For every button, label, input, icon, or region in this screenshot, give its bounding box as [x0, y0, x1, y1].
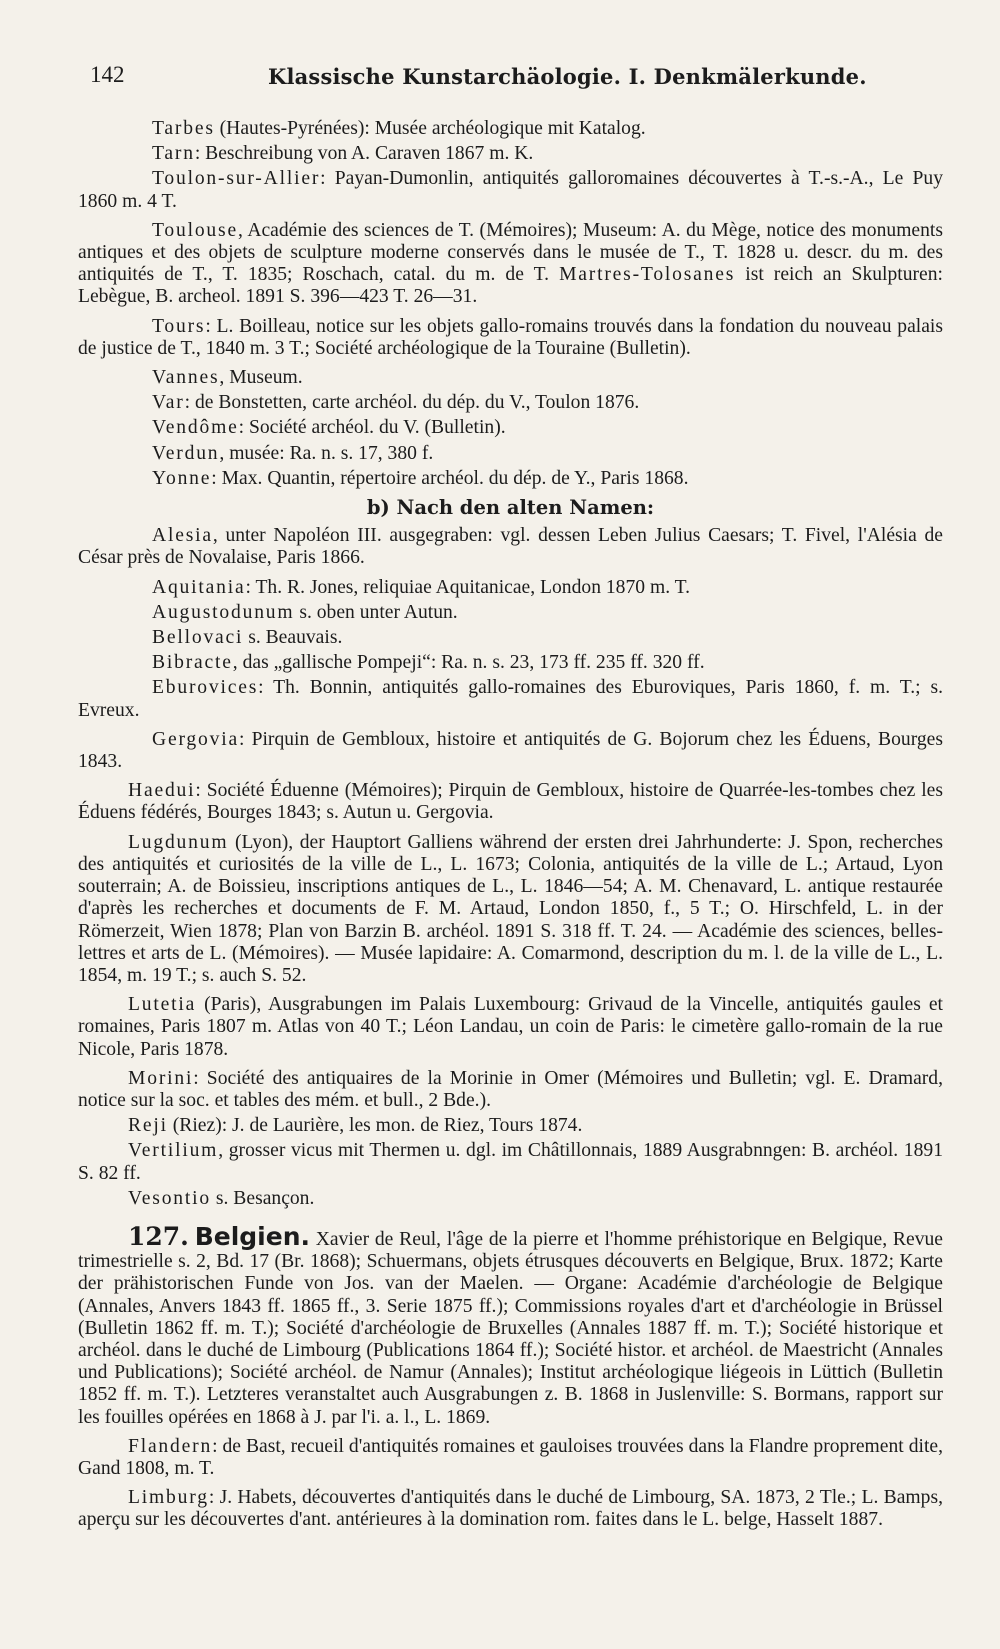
entry-toulouse: Toulouse, Académie des sciences de T. (Mémoires); Museum: A. du Mège, notice des monuments antiques et des objets de sculpture moderne conservés dans le musée de T., T. 1828 u. descr. du m. des antiquités de T., T. 1835; Roschach, catal. du m. de T. Martres-Tolosanes ist reich an Skulpturen: Lebègue, B. archeol. 1891 S. 396—423 T. 26—31.	[78, 219, 943, 308]
entry-flandern: Flandern: de Bast, recueil d'antiquités romaines et gauloises trouvées dans la Flandre proprement dite, Gand 1808, m. T.	[78, 1435, 943, 1479]
entry-tarbes: Tarbes (Hautes-Pyrénées): Musée archéologique mit Katalog.	[152, 118, 646, 139]
entry-tours: Tours: L. Boilleau, notice sur les objets gallo-romains trouvés dans la fondation du nouveau palais de justice de T., 1840 m. 3 T.; Société archéologique de la Touraine (Bulletin).	[78, 315, 943, 359]
subheading: b) Nach den alten Namen:	[366, 496, 655, 520]
section-belgien: 127. Belgien. Xavier de Reul, l'âge de la pierre et l'homme préhistorique en Belgique, Revue trimestrielle s. 2, Bd. 17 (Br. 1868); Schuermans, objets étrusques découverts en Belgique, Brux. 1872; Karte der prähistorischen Funde von Jos. van der Maelen. — Organe: Académie d'archéologie de Belgique (Annales, Anvers 1843 ff. 1865 ff., 3. Serie 1875 ff.); Commissions royales d'art et d'archéologie in Brüssel (Bulletin 1862 ff. m. T.); Société d'archéologie de Bruxelles (Annales 1887 ff. m. T.); Société historique et archéol. dans le duché de Limbourg (Publications 1864 ff.); Société histor. et archéol. de Maestricht (Annales und Publications); Société archéol. de Namur (Annales); Institut archéologique liégeois in Lüttich (Bulletin 1852 ff. m. T.). Letzteres veranstaltet auch Ausgrabungen z. B. 1868 in Juslenville: S. Bormans, rapport sur les fouilles opérées en 1868 à J. par l'i. a. l., L. 1869.	[78, 1221, 943, 1428]
page-header	[90, 62, 950, 102]
entry-vendome: Vendôme: Société archéol. du V. (Bulletin).	[152, 417, 506, 439]
entry-bibracte: Bibracte, das „gallische Pompeji“: Ra. n. s. 23, 173 ff. 235 ff. 320 ff.	[152, 652, 705, 674]
section-title: Belgien.	[194, 1221, 310, 1251]
text-body	[78, 118, 943, 1539]
entry-verdun: Verdun, musée: Ra. n. s. 17, 380 f.	[152, 442, 434, 464]
entry-gergovia: Gergovia: Pirquin de Gembloux, histoire et antiquités de G. Bojorum chez les Éduens, Bourges 1843.	[78, 728, 943, 773]
entry-augustodunum: Augustodunum s. oben unter Autun.	[152, 601, 458, 623]
running-title: Klassische Kunstarchäologie. I. Denkmälerkunde.	[268, 64, 867, 89]
entry-limburg: Limburg: J. Habets, découvertes d'antiquités dans le duché de Limbourg, SA. 1873, 2 Tle.; L. Bamps, aperçu sur les découvertes d'ant. antérieures à la domination rom. faites dans le L. belge, Hasselt 1887.	[78, 1487, 943, 1531]
entry-eburovices: Eburovices: Th. Bonnin, antiquités gallo-romaines des Eburoviques, Paris 1860, f. m. T.; s. Evreux.	[78, 677, 943, 721]
entry-aquitania: Aquitania: Th. R. Jones, reliquiae Aquitanicae, London 1870 m. T.	[152, 576, 691, 598]
entry-lugdunum: Lugdunum (Lyon), der Hauptort Galliens während der ersten drei Jahrhunderte: J. Spon, recherches des antiquités et curiosités de la ville de L., L. 1673; Colonia, antiquités de la ville de L.; Artaud, Lyon souterrain; A. de Boissieu, inscriptions antiques de L., L. 1846—54; A. M. Chenavard, L. antique restaurée d'après les recherches et documents de F. M. Artaud, London 1850, f., 5 T.; O. Hirschfeld, L. in der Römerzeit, Wien 1878; Plan von Barzin B. archéol. 1891 S. 318 ff. T. 24. — Académie des sciences, belles-lettres et arts de L. (Mémoires). — Musée lapidaire: A. Comarmond, description du m. l. de la ville de L., L. 1854, m. 19 T.; s. auch S. 52.	[78, 831, 943, 986]
entry-vannes: Vannes, Museum.	[152, 367, 303, 389]
entry-morini: Morini: Société des antiquaires de la Morinie in Omer (Mémoires und Bulletin; vgl. E. Dramard, notice sur la soc. et tables des mém. et bull., 2 Bde.).	[78, 1067, 943, 1111]
entry-lutetia: Lutetia (Paris), Ausgrabungen im Palais Luxembourg: Grivaud de la Vincelle, antiquités gaules et romaines, Paris 1807 m. Atlas von 40 T.; Léon Landau, un coin de Paris: le cimetère gallo-romain de la rue Nicole, Paris 1878.	[78, 994, 943, 1060]
entry-tarn: Tarn: Beschreibung von A. Caraven 1867 m. K.	[152, 143, 534, 165]
entry-reji: Reji (Riez): J. de Laurière, les mon. de Riez, Tours 1874.	[128, 1115, 583, 1137]
entry-vertilium: Vertilium, grosser vicus mit Thermen u. dgl. im Châtillonnais, 1889 Ausgrabnngen: B. archéol. 1891 S. 82 ff.	[78, 1140, 943, 1184]
entry-haedui: Haedui: Société Éduenne (Mémoires); Pirquin de Gembloux, histoire de Quarrée-les-tombes chez les Éduens fédérés, Bourges 1843; s. Autun u. Gergovia.	[78, 780, 943, 824]
entry-yonne: Yonne: Max. Quantin, répertoire archéol. du dép. de Y., Paris 1868.	[152, 467, 689, 489]
entry-vesontio: Vesontio s. Besançon.	[128, 1187, 315, 1209]
entry-var: Var: de Bonstetten, carte archéol. du dép. du V., Toulon 1876.	[152, 392, 640, 414]
entry-toulon-sur-allier: Toulon-sur-Allier: Payan-Dumonlin, antiquités galloromaines découvertes à T.-s.-A., Le Puy 1860 m. 4 T.	[78, 168, 943, 212]
entry-bellovaci: Bellovaci s. Beauvais.	[152, 627, 343, 649]
entry-alesia: Alesia, unter Napoléon III. ausgegraben: vgl. dessen Leben Julius Caesars; T. Fivel, l'Alésia de César près de Novalaise, Paris 1866.	[78, 525, 943, 569]
section-number: 127.	[128, 1221, 189, 1251]
page-number: 142	[90, 62, 125, 87]
